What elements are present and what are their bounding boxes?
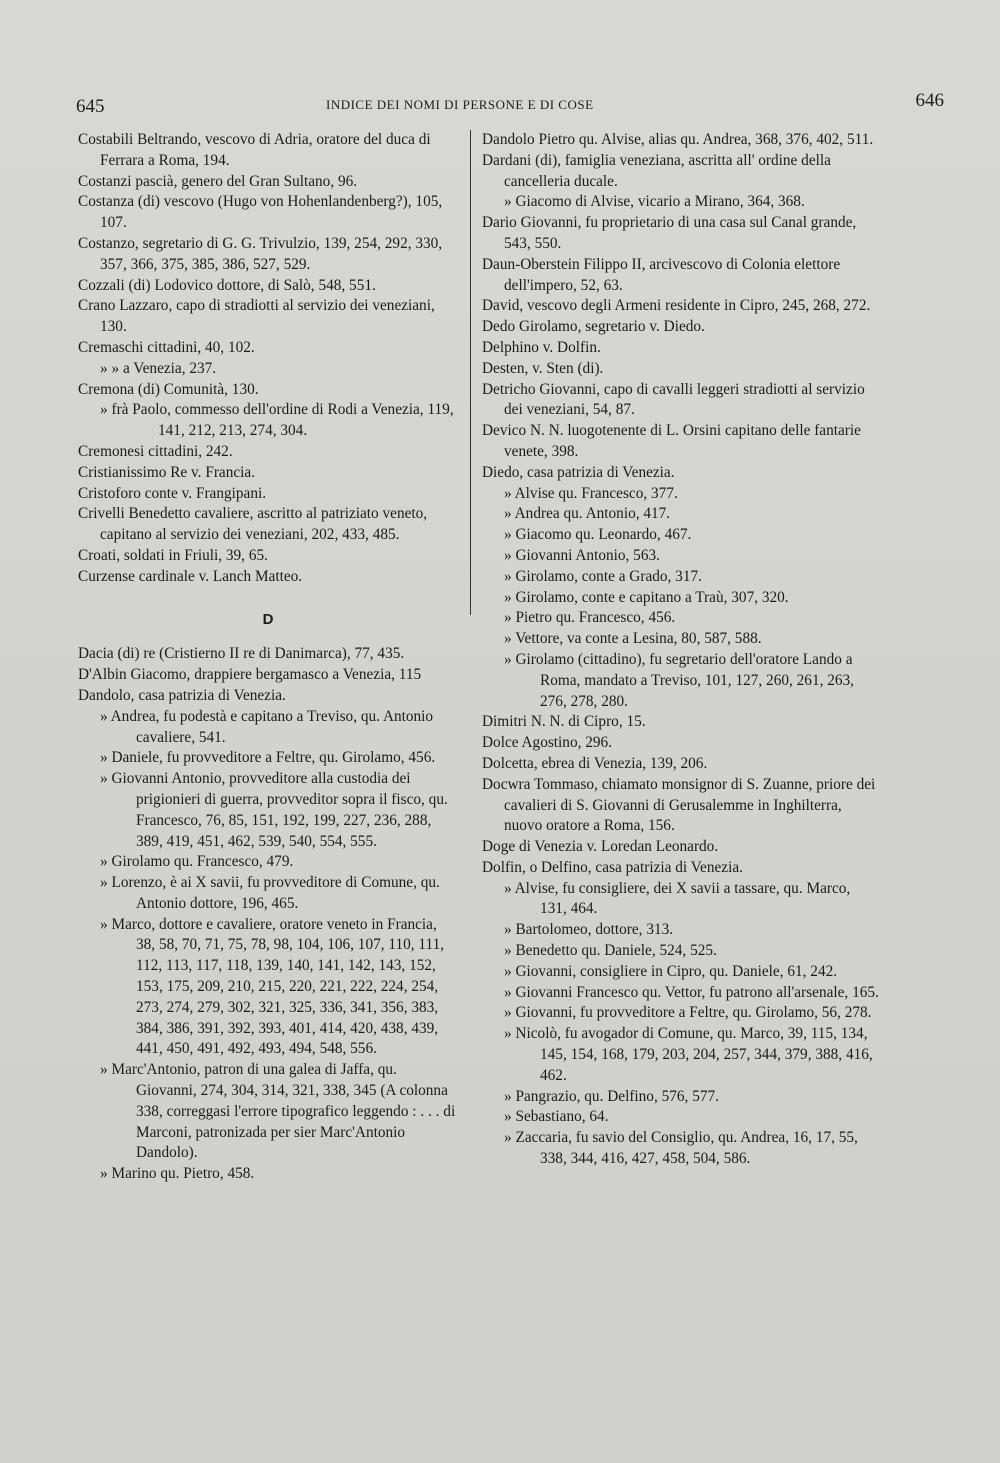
column-divider [470,130,471,615]
index-entry: Cremaschi cittadini, 40, 102. [78,338,255,356]
index-entry: Crivelli Benedetto cavaliere, ascritto al patriziato veneto, capitano al servizio dei veneziani, 202, 433, 485. [78,505,428,544]
index-entry: » Girolamo qu. Francesco, 479. [100,853,294,871]
page-number-right: 646 [915,90,944,111]
index-entry: » Giovanni, consigliere in Cipro, qu. Daniele, 61, 242. [504,962,838,980]
index-entry: Dedo Girolamo, segretario v. Diedo. [482,318,705,336]
index-entry: Diedo, casa patrizia di Venezia. [482,463,675,481]
index-entry: » Giacomo qu. Leonardo, 467. [504,526,692,544]
index-entry: Curzense cardinale v. Lanch Matteo. [78,567,303,585]
index-entry: Cozzali (di) Lodovico dottore, di Salò, 548, 551. [78,276,376,294]
left-column [78,130,458,1185]
index-entry: » Marc'Antonio, patron di una galea di Jaffa, qu. Giovanni, 274, 304, 314, 321, 338, 345 (A colonna 338, correggasi l'errore tipografico leggendo : . . . di Marconi, patronizada per sier Marc'Antonio Dandolo). [100,1061,456,1162]
index-entry: » Giovanni Francesco qu. Vettor, fu patrono all'arsenale, 165. [504,983,879,1001]
index-entry: » frà Paolo, commesso dell'ordine di Rodi a Venezia, 119, 141, 212, 213, 274, 304. [100,401,454,440]
index-entry: » Lorenzo, è ai X savii, fu provveditore di Comune, qu. Antonio dottore, 196, 465. [100,874,440,912]
index-entry: Dimitri N. N. di Cipro, 15. [482,713,646,731]
index-entry: Delphino v. Dolfin. [482,338,601,356]
index-entry: Dario Giovanni, fu proprietario di una casa sul Canal grande, 543, 550. [482,214,857,252]
index-entry: » Alvise, fu consigliere, dei X savii a tassare, qu. Marco, 131, 464. [504,879,851,918]
index-entry: » Giovanni, fu provveditore a Feltre, qu. Girolamo, 56, 278. [504,1004,872,1022]
index-entry: Costabili Beltrando, vescovo di Adria, oratore del duca di Ferrara a Roma, 194. [78,131,431,169]
index-entry: Dandolo Pietro qu. Alvise, alias qu. Andrea, 368, 376, 402, 511. [482,131,874,148]
index-entry: » Sebastiano, 64. [504,1108,609,1126]
index-entry: Costanzi pascià, genero del Gran Sultano, 96. [78,172,358,190]
index-entry: » Zaccaria, fu savio del Consiglio, qu. Andrea, 16, 17, 55, 338, 344, 416, 427, 458, 504, 586. [504,1129,858,1168]
index-entry: Docwra Tommaso, chiamato monsignor di S. Zuanne, priore dei cavalieri di S. Giovanni di Gerusalemme in Inghilterra, nuovo oratore a Roma, 156. [482,775,876,835]
index-entry: » » a Venezia, 237. [100,359,217,377]
section-letter: D [262,610,274,628]
index-entry: Doge di Venezia v. Loredan Leonardo. [482,838,719,856]
index-entry: Cremonesi cittadini, 242. [78,442,233,460]
index-entry: Croati, soldati in Friuli, 39, 65. [78,546,268,564]
index-entry: Cremona (di) Comunità, 130. [78,380,259,398]
index-entry: » Girolamo, conte e capitano a Traù, 307, 320. [504,588,789,606]
index-entry: » Benedetto qu. Daniele, 524, 525. [504,942,717,960]
index-entry: » Alvise qu. Francesco, 377. [504,484,678,502]
index-entry: » Bartolomeo, dottore, 313. [504,921,674,939]
index-entry: D'Albin Giacomo, drappiere bergamasco a Venezia, 115 [78,666,422,684]
index-entry: Dardani (di), famiglia veneziana, ascritta all' ordine della cancelleria ducale. [482,151,831,190]
index-entry: » Giovanni Antonio, provveditore alla custodia dei prigionieri di guerra, provveditor sopra il fisco, qu. Francesco, 76, 85, 151, 192, 199, 227, 236, 288, 389, 419, 451, 462, 539, 540, 554, 555. [100,770,448,850]
index-entry: » Giacomo di Alvise, vicario a Mirano, 364, 368. [504,193,805,211]
index-entry: » Girolamo, conte a Grado, 317. [504,567,702,585]
index-entry: Costanza (di) vescovo (Hugo von Hohenlandenberg?), 105, 107. [78,193,443,232]
index-entry: Cristianissimo Re v. Francia. [78,463,256,481]
index-entry: » Pangrazio, qu. Delfino, 576, 577. [504,1087,719,1105]
index-entry: » Vettore, va conte a Lesina, 80, 587, 588. [504,630,762,648]
index-entry: Dandolo, casa patrizia di Venezia. [78,686,286,704]
index-entry: David, vescovo degli Armeni residente in Cipro, 245, 268, 272. [482,297,871,315]
running-title: INDICE DEI NOMI DI PERSONE E DI COSE [326,97,594,112]
index-entry: Cristoforo conte v. Frangipani. [78,484,267,502]
index-entry: Daun-Oberstein Filippo II, arcivescovo di Colonia elettore dell'impero, 52, 63. [482,255,841,294]
index-entry: » Marco, dottore e cavaliere, oratore veneto in Francia, 38, 58, 70, 71, 75, 78, 98, 104, 106, 107, 110, 111, 112, 113, 117, 118, 139, 140, 141, 142, 143, 152, 153, 175, 209, 210, 215, 220, 221, 222, 224, 254, 273, 274, 279, 302, 321, 325, 336, 341, 356, 383, 384, 386, 391, 392, 393, 401, 414, 420, 438, 439, 441, 450, 491, 492, 493, 494, 548, 556. [100,915,445,1058]
index-entry: Detricho Giovanni, capo di cavalli leggeri stradiotti al servizio dei veneziani, 54, 87. [482,380,865,419]
index-entry: » Marino qu. Pietro, 458. [100,1165,255,1183]
index-entry: » Girolamo (cittadino), fu segretario dell'oratore Lando a Roma, mandato a Treviso, 101, 127, 260, 261, 263, 276, 278, 280. [504,650,855,710]
index-entry: » Pietro qu. Francesco, 456. [504,609,676,627]
index-entry: Desten, v. Sten (di). [482,359,604,377]
index-entry: Dolcetta, ebrea di Venezia, 139, 206. [482,754,708,772]
index-entry: » Daniele, fu provveditore a Feltre, qu. Girolamo, 456. [100,749,436,767]
index-entry: » Nicolò, fu avogador di Comune, qu. Marco, 39, 115, 134, 145, 154, 168, 179, 203, 204, 257, 344, 379, 388, 416, 462. [504,1025,873,1084]
index-entry: Dolfin, o Delfino, casa patrizia di Venezia. [482,858,743,876]
index-entry: » Andrea, fu podestà e capitano a Treviso, qu. Antonio cavaliere, 541. [100,707,434,746]
index-entry: » Andrea qu. Antonio, 417. [504,505,671,523]
index-entry: Devico N. N. luogotenente di L. Orsini capitano delle fantarie venete, 398. [482,422,861,460]
index-entry: Dolce Agostino, 296. [482,734,613,752]
index-entry: Dacia (di) re (Cristierno II re di Danimarca), 77, 435. [78,645,405,663]
page-header [76,90,946,120]
index-entry: Crano Lazzaro, capo di stradiotti al servizio dei veneziani, 130. [78,297,435,336]
index-entry: Costanzo, segretario di G. G. Trivulzio, 139, 254, 292, 330, 357, 366, 375, 385, 386, 527, 529. [78,234,443,273]
page-number-left: 645 [76,96,105,117]
right-column [482,130,880,1170]
index-entry: » Giovanni Antonio, 563. [504,546,660,564]
